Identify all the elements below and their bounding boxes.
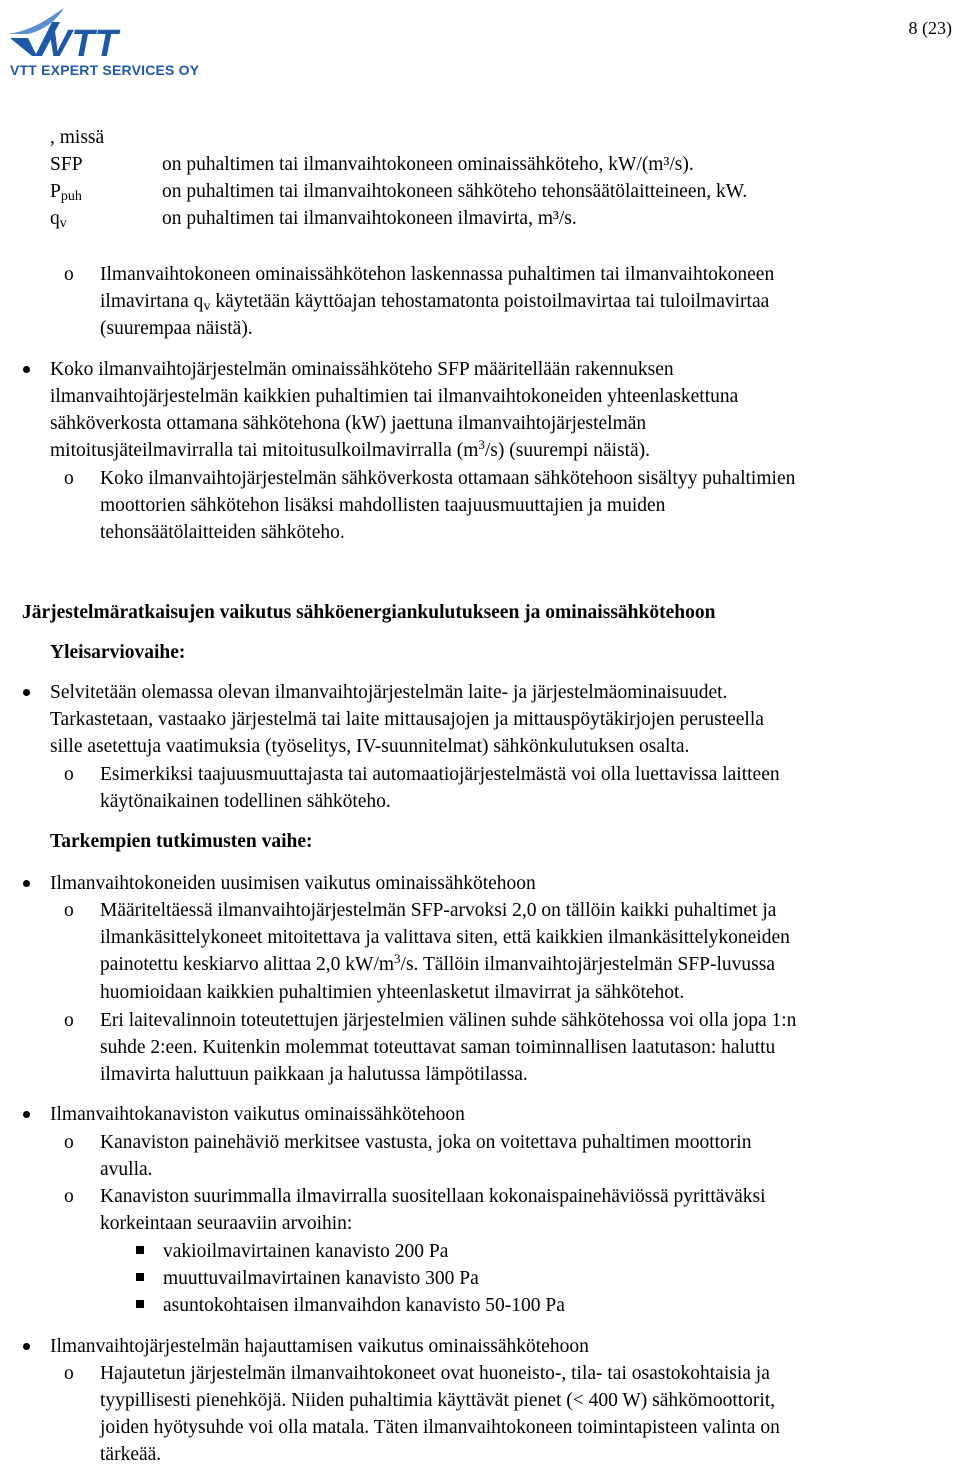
square-bullet-icon <box>136 1300 144 1308</box>
sfp-line3: sähköverkosta ottamana sähkötehona (kW) jaettuna ilmanvaihtojärjestelmän <box>50 413 647 434</box>
phase1-sub-line2: käytönaikainen todellinen sähköteho. <box>100 791 391 812</box>
b1-s1-line4: huomioidaan kaikkien puhaltimien yhteenlasketut ilmavirrat ja sähkötehot. <box>100 982 685 1003</box>
circle-bullet-icon: o <box>64 1186 74 1207</box>
b1-s2-line2: suhde 2:een. Kuitenkin molemmat toteuttavat saman toiminnallisen laatutason: haluttu <box>100 1037 776 1058</box>
bullet-icon <box>23 1111 30 1118</box>
sfp-sub-line3: tehonsäätölaitteiden sähköteho. <box>100 522 345 543</box>
b2-s1-line2: avulla. <box>100 1159 153 1180</box>
circle-bullet-icon: o <box>64 468 74 489</box>
note1-line1: Ilmanvaihtokoneen ominaissähkötehon laskennassa puhaltimen tai ilmanvaihtokoneen <box>100 264 775 285</box>
bullet-icon <box>23 366 30 373</box>
page-number: 8 (23) <box>908 18 952 38</box>
b2-title: Ilmanvaihtokanaviston vaikutus ominaissähkötehoon <box>50 1104 465 1125</box>
sfp-line4: mitoitusjäteilmavirralla tai mitoitusulkoilmavirralla $(m^3/s)$ (suurempi näistä). <box>50 437 651 461</box>
b1-s2-line3: ilmavirta haluttuun paikkaan ja halutussa lämpötilassa. <box>100 1064 528 1085</box>
circle-bullet-icon: o <box>64 264 74 285</box>
b3-s1-line3: joiden hyötysuhde voi olla matala. Täten ilmanvaihtokoneen toimintapisteen valinta on <box>100 1417 780 1438</box>
sfp-line2: ilmanvaihtojärjestelmän kaikkien puhaltimien tai ilmanvaihtokoneiden yhteenlaskettuna <box>50 386 739 407</box>
def-text-ppuh: on puhaltimen tai ilmanvaihtokoneen sähköteho tehonsäätölaitteineen, kW. <box>162 181 748 202</box>
logo-subtitle: VTT EXPERT SERVICES OY <box>10 62 200 78</box>
bullet-icon <box>23 880 30 887</box>
square-bullet-icon <box>136 1273 144 1281</box>
definitions-intro: , missä <box>50 127 105 148</box>
bullet-icon <box>23 1343 30 1350</box>
def-symbol-sfp: SFP <box>50 154 83 175</box>
b1-s2-line1: Eri laitevalinnoin toteutettujen järjestelmien välinen suhde sähkötehossa voi olla jopa 1:n <box>100 1010 797 1031</box>
phase1-title: Yleisarviovaihe: <box>50 642 186 663</box>
b3-title: Ilmanvaihtojärjestelmän hajauttamisen vaikutus ominaissähkötehoon <box>50 1336 589 1357</box>
b1-s1-line2: ilmankäsittelykoneet mitoitettava ja valittava siten, että kaikkien ilmankäsittelykoneiden <box>100 927 790 948</box>
def-text-qv: on puhaltimen tai ilmanvaihtokoneen ilmavirta, m³/s. <box>162 208 577 229</box>
circle-bullet-icon: o <box>64 1363 74 1384</box>
pressure-item: vakioilmavirtainen kanavisto 200 Pa <box>163 1241 449 1262</box>
phase1-line2: Tarkastetaan, vastaako järjestelmä tai laite mittausajojen ja mittauspöytäkirjojen perusteella <box>50 709 764 730</box>
b3-s1-line4: tärkeää. <box>100 1444 162 1465</box>
b3-s1-line2: tyypillisesti pienehköjä. Niiden puhaltimia käyttävät pienet (< 400 W) sähkömoottorit, <box>100 1390 776 1411</box>
note1-line3: (suurempaa näistä). <box>100 318 253 339</box>
def-symbol-ppuh: $P_{puh}$ <box>50 181 82 204</box>
pressure-item: asuntokohtaisen ilmanvaihdon kanavisto 50-100 Pa <box>163 1295 565 1316</box>
square-bullet-icon <box>136 1246 144 1254</box>
b2-s1-line1: Kanaviston painehäviö merkitsee vastusta, joka on voitettava puhaltimen moottorin <box>100 1132 752 1153</box>
circle-bullet-icon: o <box>64 900 74 921</box>
b2-s2-line1: Kanaviston suurimmalla ilmavirralla suositellaan kokonaispainehäviössä pyrittäväksi <box>100 1186 766 1207</box>
sfp-sub-line1: Koko ilmanvaihtojärjestelmän sähköverkosta ottamaan sähkötehoon sisältyy puhaltimien <box>100 468 796 489</box>
b2-s2-line2: korkeintaan seuraaviin arvoihin: <box>100 1213 353 1234</box>
b1-title: Ilmanvaihtokoneiden uusimisen vaikutus ominaissähkötehoon <box>50 873 536 894</box>
def-text-sfp: on puhaltimen tai ilmanvaihtokoneen ominaissähköteho, kW/(m³/s). <box>162 154 694 175</box>
bullet-icon <box>23 689 30 696</box>
phase1-line3: sille asetettuja vaatimuksia (työselitys, IV-suunnitelmat) sähkönkulutuksen osalta. <box>50 736 690 757</box>
sfp-sub-line2: moottorien sähkötehon lisäksi mahdollisten taajuusmuuttajien ja muiden <box>100 495 666 516</box>
b1-s1-line1: Määriteltäessä ilmanvaihtojärjestelmän SFP-arvoksi 2,0 on tällöin kaikki puhaltimet ja <box>100 900 777 921</box>
circle-bullet-icon: o <box>64 1010 74 1031</box>
phase1-sub-line1: Esimerkiksi taajuusmuuttajasta tai automaatiojärjestelmästä voi olla luettavissa laitteen <box>100 764 780 785</box>
sfp-line1: Koko ilmanvaihtojärjestelmän ominaissähköteho SFP määritellään rakennuksen <box>50 359 674 380</box>
circle-bullet-icon: o <box>64 764 74 785</box>
phase2-title: Tarkempien tutkimusten vaihe: <box>50 831 313 852</box>
section-title: Järjestelmäratkaisujen vaikutus sähköenergiankulutukseen ja ominaissähkötehoon <box>22 602 716 623</box>
b1-s1-line3: painotettu keskiarvo alittaa 2,0 $kW/m^3/s$. Tällöin ilmanvaihtojärjestelmän SFP-luvussa <box>100 951 775 975</box>
note1-line2: ilmavirtana $q_v$ käytetään käyttöajan tehostamatonta poistoilmavirtaa tai tuloilmavirtaa <box>100 291 770 314</box>
pressure-item: muuttuvailmavirtainen kanavisto 300 Pa <box>163 1268 479 1289</box>
logo-wordmark: VTT <box>46 23 118 65</box>
circle-bullet-icon: o <box>64 1132 74 1153</box>
phase1-line1: Selvitetään olemassa olevan ilmanvaihtojärjestelmän laite- ja järjestelmäominaisuudet. <box>50 682 728 703</box>
def-symbol-qv: $q_v$ <box>50 208 67 231</box>
b3-s1-line1: Hajautetun järjestelmän ilmanvaihtokoneet ovat huoneisto-, tila- tai osastokohtaisia ja <box>100 1363 770 1384</box>
